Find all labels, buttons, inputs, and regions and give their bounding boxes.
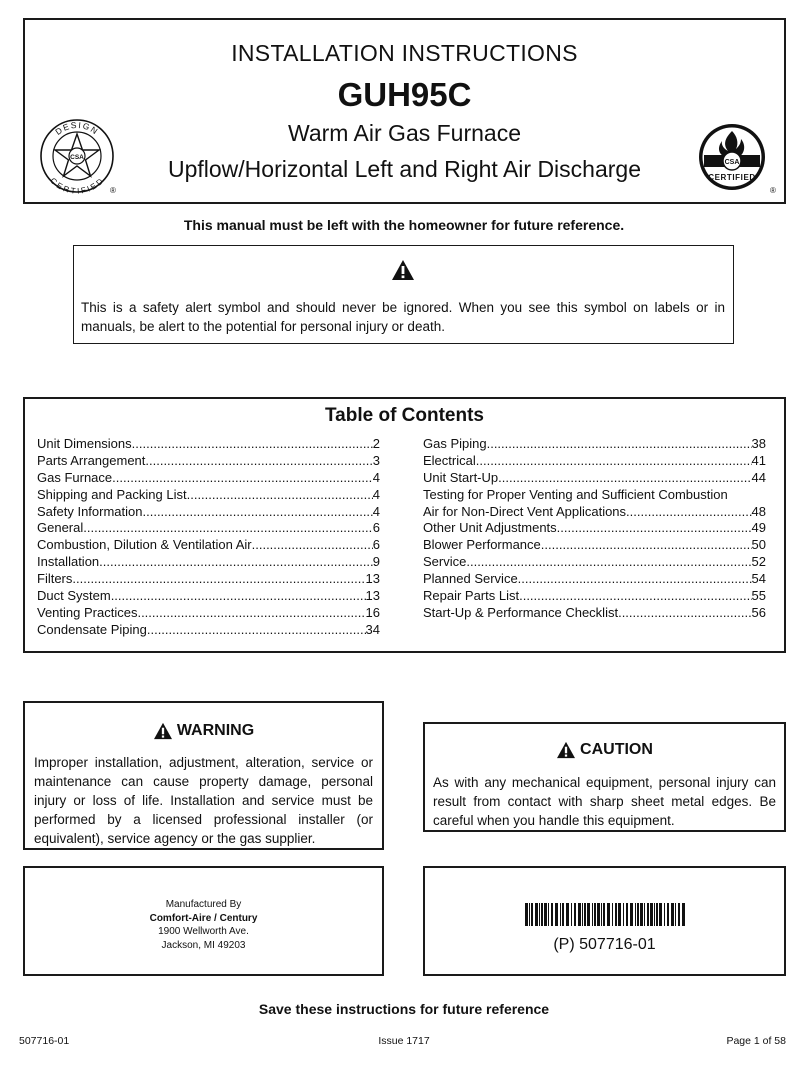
toc-entry-page: 55 — [751, 588, 766, 604]
toc-entry — [37, 504, 380, 521]
barcode-bar — [539, 903, 540, 926]
barcode-bar — [594, 903, 596, 926]
toc-entry — [423, 504, 766, 521]
barcode-bar — [531, 903, 533, 926]
barcode-bar — [584, 903, 586, 926]
barcode-bar — [647, 903, 649, 926]
toc-entry-page: 3 — [372, 452, 380, 468]
footer-issue: Issue 1717 — [378, 1035, 430, 1047]
manufacturer-label: Manufactured By — [165, 899, 242, 910]
warning-heading — [25, 722, 382, 740]
toc-entry — [423, 520, 766, 537]
toc-left-column — [37, 436, 380, 639]
toc-dot-leader — [72, 571, 365, 588]
toc-entry-page: 4 — [372, 486, 380, 502]
toc-entry — [423, 537, 766, 554]
toc-entry-page: 6 — [372, 520, 380, 536]
toc-entry-title: Blower Performance — [423, 537, 541, 553]
seal-label: CERTIFIED — [708, 173, 756, 182]
manufacturer-city: Jackson, MI 49203 — [161, 939, 246, 951]
toc-entry — [37, 588, 380, 605]
toc-dot-leader — [466, 554, 751, 571]
barcode-bar — [671, 903, 674, 926]
toc-dot-leader — [187, 487, 373, 504]
barcode-bar — [525, 903, 528, 926]
toc-entry-title: Unit Start-Up — [423, 469, 499, 485]
seal-top-text: DESIGN — [53, 119, 101, 137]
toc-entry-page: 4 — [372, 469, 380, 485]
toc-entry — [37, 453, 380, 470]
barcode-bar — [667, 903, 669, 926]
toc-entry-page: 41 — [751, 452, 766, 468]
barcode-bar — [623, 903, 624, 926]
toc-entry — [423, 605, 766, 622]
toc-entry-title: Safety Information — [37, 503, 143, 519]
toc-entry — [423, 588, 766, 605]
barcode-bar — [635, 903, 636, 926]
toc-entry-page: 56 — [751, 604, 766, 620]
toc-entry-title: Air for Non-Direct Vent Applications — [423, 503, 627, 519]
svg-text:®: ® — [770, 186, 776, 195]
barcode-bar — [597, 903, 600, 926]
barcode-bar — [601, 903, 602, 926]
caution-box — [423, 722, 786, 832]
toc-dot-leader — [487, 436, 752, 453]
barcode-bar — [654, 903, 655, 926]
manufacturer-company: Comfort-Aire / Century — [149, 912, 258, 924]
toc-entry-title: Condensate Piping — [37, 621, 147, 637]
table-of-contents — [23, 397, 786, 653]
toc-entry-title: Electrical — [423, 452, 476, 468]
svg-text:®: ® — [110, 186, 116, 195]
barcode-bar — [566, 903, 569, 926]
toc-entry — [37, 605, 380, 622]
barcode-bar — [582, 903, 583, 926]
barcode-bar — [548, 903, 549, 926]
toc-entry-page: 54 — [751, 571, 766, 587]
barcode-bar — [544, 903, 547, 926]
toc-entry-title: Unit Dimensions — [37, 436, 132, 451]
homeowner-notice: This manual must be left with the homeowner for future reference. — [183, 217, 625, 233]
toc-entry-title: Repair Parts List — [423, 588, 520, 604]
product-subtitle: Warm Air Gas Furnace — [287, 120, 522, 146]
toc-dot-leader — [112, 470, 373, 487]
barcode-bar — [637, 903, 639, 926]
caution-text: As with any mechanical equipment, personal injury can result from contact with sharp sheet metal edges. Be careful when you handle this equipment. — [433, 775, 776, 828]
toc-entry-page: 50 — [751, 537, 766, 553]
toc-dot-leader — [626, 504, 751, 521]
toc-entry-page: 49 — [751, 520, 766, 536]
save-instructions-note: Save these instructions for future reference — [258, 1001, 550, 1017]
manufacturer-info — [25, 898, 382, 952]
seal-center-text: CSA — [70, 154, 84, 161]
barcode-bar — [587, 903, 590, 926]
barcode-bar — [626, 903, 628, 926]
toc-entry-title: Installation — [37, 554, 100, 570]
barcode-bar — [535, 903, 538, 926]
seal-center-text: CSA — [724, 159, 740, 166]
barcode-bar — [659, 903, 662, 926]
barcode-bar — [603, 903, 605, 926]
toc-dot-leader — [618, 605, 751, 622]
warning-triangle-icon — [391, 259, 415, 281]
safety-alert-text: This is a safety alert symbol and should never be ignored. When you see this symbol on labels or in manuals, be alert to the potential for personal injury or death. — [81, 300, 725, 334]
document-kicker: INSTALLATION INSTRUCTIONS — [231, 40, 578, 66]
toc-entry-page: 38 — [751, 436, 766, 451]
toc-entry-title: Filters — [37, 571, 73, 587]
toc-entry-page: 44 — [751, 469, 766, 485]
toc-entry-title: Other Unit Adjustments — [423, 520, 557, 536]
warning-triangle-icon — [153, 722, 173, 740]
barcode-bar — [630, 903, 633, 926]
toc-title: Table of Contents — [324, 405, 485, 426]
toc-entry-page: 13 — [365, 588, 380, 604]
footer-page-number: Page 1 of 58 — [726, 1035, 786, 1047]
toc-entry-title: Shipping and Packing List — [37, 486, 187, 502]
toc-entry-page: 6 — [372, 537, 380, 553]
barcode-bar — [529, 903, 530, 926]
toc-dot-leader — [145, 453, 372, 470]
toc-entry — [37, 537, 380, 554]
barcode-bar — [656, 903, 658, 926]
toc-dot-leader — [83, 520, 373, 537]
caution-label: CAUTION — [580, 741, 653, 758]
toc-entry-title: Duct System — [37, 588, 111, 604]
product-configuration: Upflow/Horizontal Left and Right Air Discharge — [167, 156, 641, 182]
barcode-bar — [664, 903, 665, 926]
toc-entry-title: Gas Furnace — [37, 469, 113, 485]
manufacturer-address: 1900 Wellworth Ave. — [158, 926, 249, 937]
toc-entry-title: Service — [423, 554, 467, 570]
toc-entry — [423, 436, 766, 453]
barcode-bar — [678, 903, 680, 926]
barcode-bar — [541, 903, 543, 926]
manufacturer-box — [23, 866, 384, 976]
warning-box — [23, 701, 384, 850]
toc-entry — [37, 470, 380, 487]
barcode-bar — [574, 903, 576, 926]
toc-dot-leader — [519, 588, 751, 605]
barcode-bar — [615, 903, 617, 926]
toc-entry-page: 52 — [751, 554, 766, 570]
toc-right-column — [423, 436, 766, 622]
toc-dot-leader — [252, 537, 373, 554]
toc-entry-title: Venting Practices — [37, 604, 138, 620]
barcode-bar — [682, 903, 685, 926]
toc-entry — [37, 622, 380, 639]
toc-entry — [37, 554, 380, 571]
toc-entry — [423, 571, 766, 588]
toc-dot-leader — [111, 588, 366, 605]
toc-entry-page: 9 — [372, 554, 380, 570]
toc-entry-page: 13 — [365, 571, 380, 587]
barcode-bar — [607, 903, 610, 926]
footer-document-number: 507716-01 — [19, 1035, 70, 1047]
toc-entry-title: Parts Arrangement — [37, 452, 146, 468]
barcode-icon — [525, 903, 687, 926]
toc-entry — [37, 436, 380, 453]
barcode-bar — [640, 903, 643, 926]
toc-dot-leader — [476, 453, 752, 470]
barcode-box — [423, 866, 786, 976]
toc-entry-title: Planned Service — [423, 571, 518, 587]
barcode-bar — [650, 903, 653, 926]
part-number: (P) 507716-01 — [553, 936, 656, 953]
toc-entry-page: 34 — [365, 621, 380, 637]
toc-entry-page: 48 — [751, 503, 766, 519]
toc-entry-title: General — [37, 520, 84, 536]
warning-text: Improper installation, adjustment, alteration, service or maintenance can cause property damage, personal injury or loss of life. Installation and service must be performed by a licensed professional installer (or equivalent), service agency or the gas supplier. — [34, 755, 373, 846]
toc-dot-leader — [541, 537, 752, 554]
document-header — [23, 18, 786, 204]
warning-label: WARNING — [176, 722, 255, 739]
toc-dot-leader — [99, 554, 373, 571]
barcode-bar — [578, 903, 581, 926]
toc-entry-title: Testing for Proper Venting and Sufficient Combustion — [423, 486, 728, 502]
csa-certified-seal-icon — [692, 123, 778, 195]
toc-entry — [423, 453, 766, 470]
toc-entry-title: Gas Piping — [423, 436, 487, 451]
toc-entry — [37, 571, 380, 588]
barcode-bar — [551, 903, 553, 926]
toc-entry-title: Start-Up & Performance Checklist — [423, 604, 619, 620]
barcode-bar — [592, 903, 593, 926]
toc-dot-leader — [518, 571, 752, 588]
caution-triangle-icon — [556, 741, 576, 759]
toc-entry — [423, 554, 766, 571]
toc-dot-leader — [147, 622, 366, 639]
toc-entry — [37, 487, 380, 504]
barcode-bar — [618, 903, 621, 926]
seal-bottom-text: CERTIFIED — [48, 176, 106, 195]
toc-entry — [423, 470, 766, 487]
caution-heading — [425, 741, 784, 759]
toc-entry-title: Combustion, Dilution & Ventilation Air — [37, 537, 252, 553]
toc-entry — [423, 487, 766, 504]
barcode-bar — [571, 903, 572, 926]
toc-entry — [37, 520, 380, 537]
toc-entry-page: 16 — [365, 604, 380, 620]
barcode-bar — [644, 903, 645, 926]
toc-dot-leader — [498, 470, 751, 487]
toc-dot-leader — [137, 605, 365, 622]
barcode-bar — [612, 903, 613, 926]
barcode-bar — [562, 903, 564, 926]
model-number: GUH95C — [337, 76, 472, 113]
barcode-bar — [560, 903, 561, 926]
toc-entry-page: 2 — [372, 436, 380, 451]
barcode-bar — [675, 903, 676, 926]
barcode-bar — [555, 903, 558, 926]
toc-dot-leader — [143, 504, 373, 521]
toc-dot-leader — [557, 520, 752, 537]
safety-alert-box — [73, 245, 734, 344]
toc-entry-page: 4 — [372, 503, 380, 519]
toc-dot-leader — [132, 436, 373, 453]
